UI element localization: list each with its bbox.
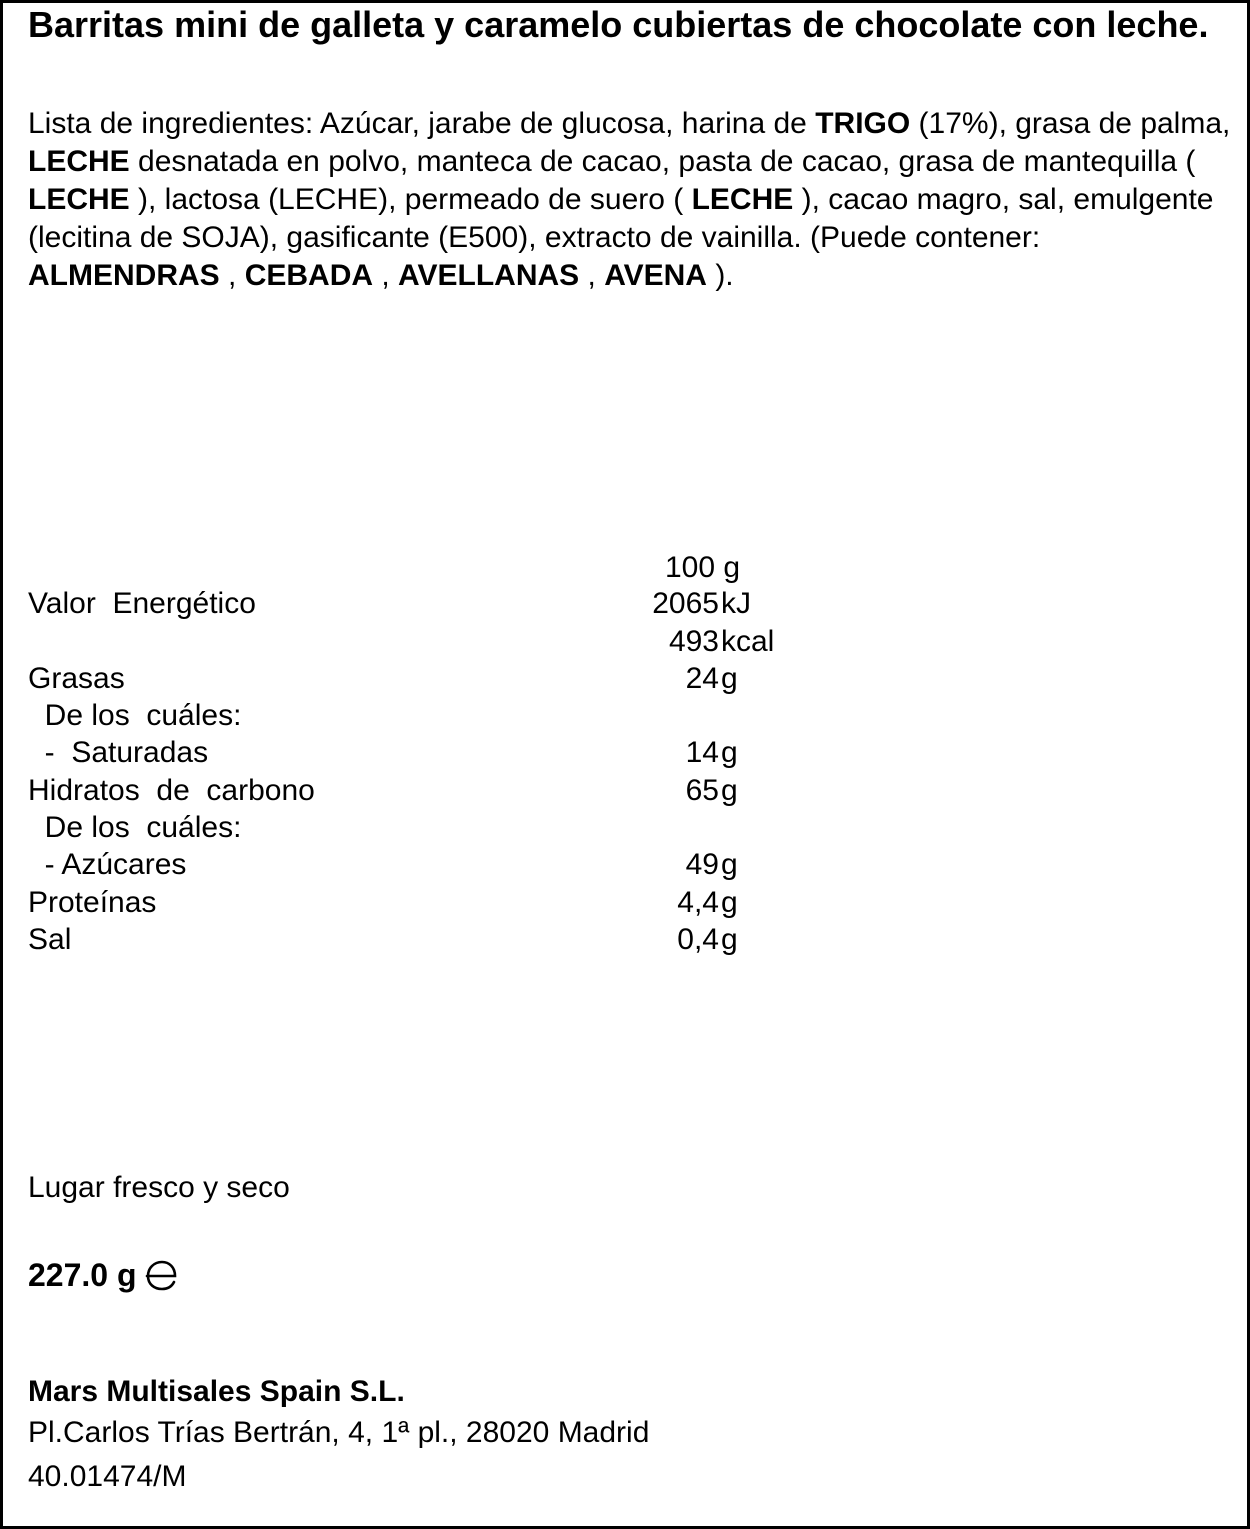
net-weight: 227.0 g — [28, 1257, 137, 1293]
nutrition-unit: g — [721, 923, 738, 956]
ingredients-text: , — [219, 259, 245, 292]
allergen-almendras: ALMENDRAS — [28, 259, 220, 292]
nutrition-unit: g — [721, 886, 738, 919]
nutrition-value: 24 — [685, 662, 719, 695]
nutrition-label: Proteínas — [28, 886, 157, 919]
allergen-leche: LECHE — [691, 183, 794, 216]
ingredients-text: , — [373, 259, 399, 292]
company-name: Mars Multisales Spain S.L. — [28, 1375, 405, 1408]
nutrition-label: Valor Energético — [28, 587, 256, 620]
company-address: Pl.Carlos Trías Bertrán, 4, 1ª pl., 28020 Madrid — [28, 1416, 650, 1449]
registry-number: 40.01474/M — [28, 1460, 187, 1493]
nutrition-value: 2065 — [652, 587, 719, 620]
nutrition-value: 0,4 — [677, 923, 719, 956]
nutrition-unit: g — [721, 848, 738, 881]
nutrition-label: Grasas — [28, 662, 125, 695]
nutrition-label: Sal — [28, 923, 72, 956]
nutrition-label: - Azúcares — [28, 848, 187, 881]
ingredients-list — [28, 105, 1233, 295]
storage-instructions: Lugar fresco y seco — [28, 1171, 290, 1204]
e-mark-icon — [143, 1255, 181, 1295]
allergen-cebada: CEBADA — [244, 259, 374, 292]
allergen-leche: LECHE — [28, 145, 130, 178]
nutrition-value: 14 — [685, 736, 719, 769]
ingredients-text: (17%), grasa de palma, — [910, 107, 1231, 140]
net-weight-row — [28, 1255, 181, 1295]
nutrition-value: 4,4 — [677, 886, 719, 919]
allergen-avena: AVENA — [604, 259, 707, 292]
ingredients-text: , — [579, 259, 605, 292]
nutrition-label: - Saturadas — [28, 736, 209, 769]
nutrition-value: 493 — [668, 625, 719, 658]
allergen-avellanas: AVELLANAS — [398, 259, 580, 292]
nutrition-label: Hidratos de carbono — [28, 774, 315, 807]
nutrition-per-header: 100 g — [665, 551, 741, 584]
nutrition-value: 65 — [685, 774, 719, 807]
product-title: Barritas mini de galleta y caramelo cubiertas de chocolate con leche. — [28, 4, 1209, 45]
nutrition-unit: kcal — [721, 625, 775, 658]
ingredients-text: Lista de ingredientes: Azúcar, jarabe de glucosa, harina de — [28, 107, 816, 140]
ingredients-text: ). — [706, 259, 734, 292]
nutrition-label: De los cuáles: — [28, 699, 242, 732]
ingredients-text: ), cacao magro, sal, emulgente (lecitina de SOJA), gasificante (E500), extracto de vainilla. (Puede contener: — [28, 183, 1214, 254]
allergen-trigo: TRIGO — [815, 107, 911, 140]
ingredients-text: desnatada en polvo, manteca de cacao, pasta de cacao, grasa de mantequilla ( — [129, 145, 1196, 178]
allergen-leche: LECHE — [28, 183, 130, 216]
nutrition-label: De los cuáles: — [28, 811, 242, 844]
ingredients-text: ), lactosa (LECHE), permeado de suero ( — [129, 183, 692, 216]
nutrition-unit: g — [721, 662, 738, 695]
nutrition-value: 49 — [685, 848, 719, 881]
nutrition-unit: kJ — [721, 587, 751, 620]
nutrition-unit: g — [721, 774, 738, 807]
nutrition-unit: g — [721, 736, 738, 769]
